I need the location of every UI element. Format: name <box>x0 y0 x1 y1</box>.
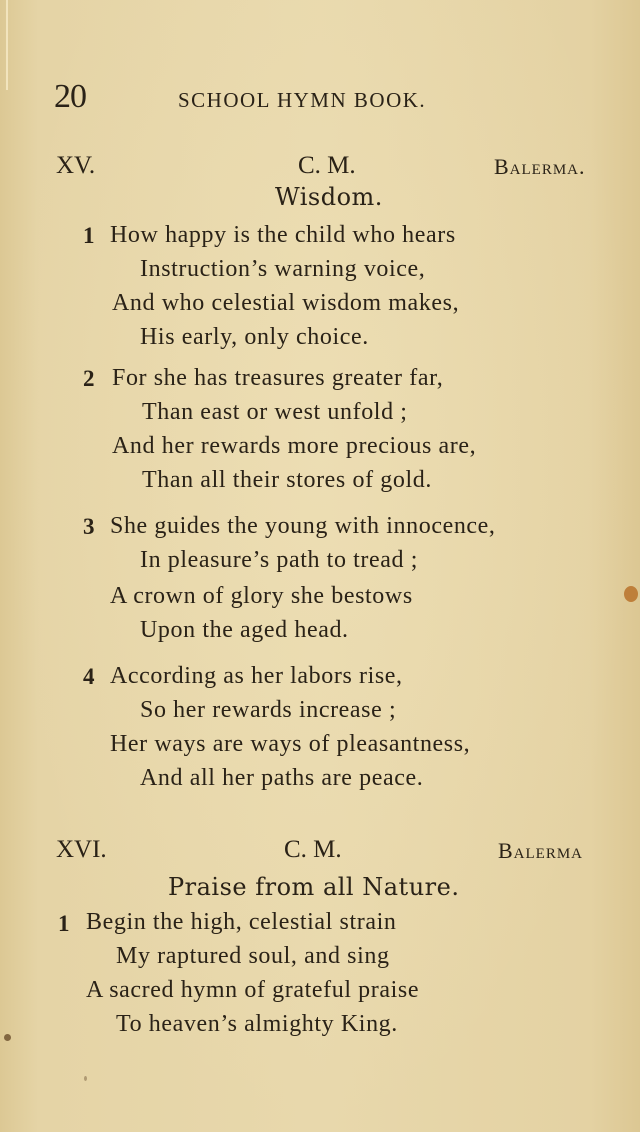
hymn-meter: C. M. <box>298 152 356 179</box>
verse-line: Than all their stores of gold. <box>142 467 432 493</box>
verse-line: And all her paths are peace. <box>140 765 424 791</box>
verse-line: For she has treasures greater far, <box>112 365 444 391</box>
verse-line: His early, only choice. <box>140 324 369 350</box>
verse-line: According as her labors rise, <box>110 663 403 689</box>
verse-number: 1 <box>83 223 95 248</box>
verse-number: 1 <box>58 911 70 936</box>
paper-speck <box>84 1076 87 1081</box>
verse-number: 4 <box>83 664 95 689</box>
hymn-meter: C. M. <box>284 836 342 863</box>
verse-line: My raptured soul, and sing <box>116 943 390 969</box>
verse-line: And who celestial wisdom makes, <box>112 290 460 316</box>
hymn-header <box>0 836 640 868</box>
hymn-tune: Balerma <box>498 838 584 863</box>
verse-line: And her rewards more precious are, <box>112 433 477 459</box>
verse-line: Than east or west unfold ; <box>142 399 408 425</box>
verse-number: 3 <box>83 514 95 539</box>
running-head <box>54 78 514 118</box>
book-title: SCHOOL HYMN BOOK. <box>178 88 427 112</box>
verse-line: A sacred hymn of grateful praise <box>86 977 420 1003</box>
page-edge <box>6 0 8 90</box>
hymn-title: Wisdom. <box>275 183 383 211</box>
verse-line: Instruction’s warning voice, <box>140 256 426 282</box>
hymn-number: XVI. <box>56 836 107 863</box>
verse-line: How happy is the child who hears <box>110 222 456 248</box>
hymn-number: XV. <box>56 152 96 179</box>
hymn-tune: Balerma. <box>494 154 586 179</box>
hymn-title: Praise from all Nature. <box>168 873 460 901</box>
verse-line: Upon the aged head. <box>140 617 349 643</box>
paper-speck <box>4 1034 11 1041</box>
verse-line: So her rewards increase ; <box>140 697 397 723</box>
verse-line: Begin the high, celestial strain <box>86 909 397 935</box>
page-number: 20 <box>54 78 86 115</box>
verse-line: To heaven’s almighty King. <box>116 1011 398 1037</box>
verse-number: 2 <box>83 366 95 391</box>
verse-line: Her ways are ways of pleasantness, <box>110 731 471 757</box>
verse-line: A crown of glory she bestows <box>110 583 413 609</box>
paper-stain <box>624 586 638 602</box>
verse-line: In pleasure’s path to tread ; <box>140 547 418 573</box>
verse-line: She guides the young with innocence, <box>110 513 496 539</box>
hymn-header <box>0 152 640 184</box>
